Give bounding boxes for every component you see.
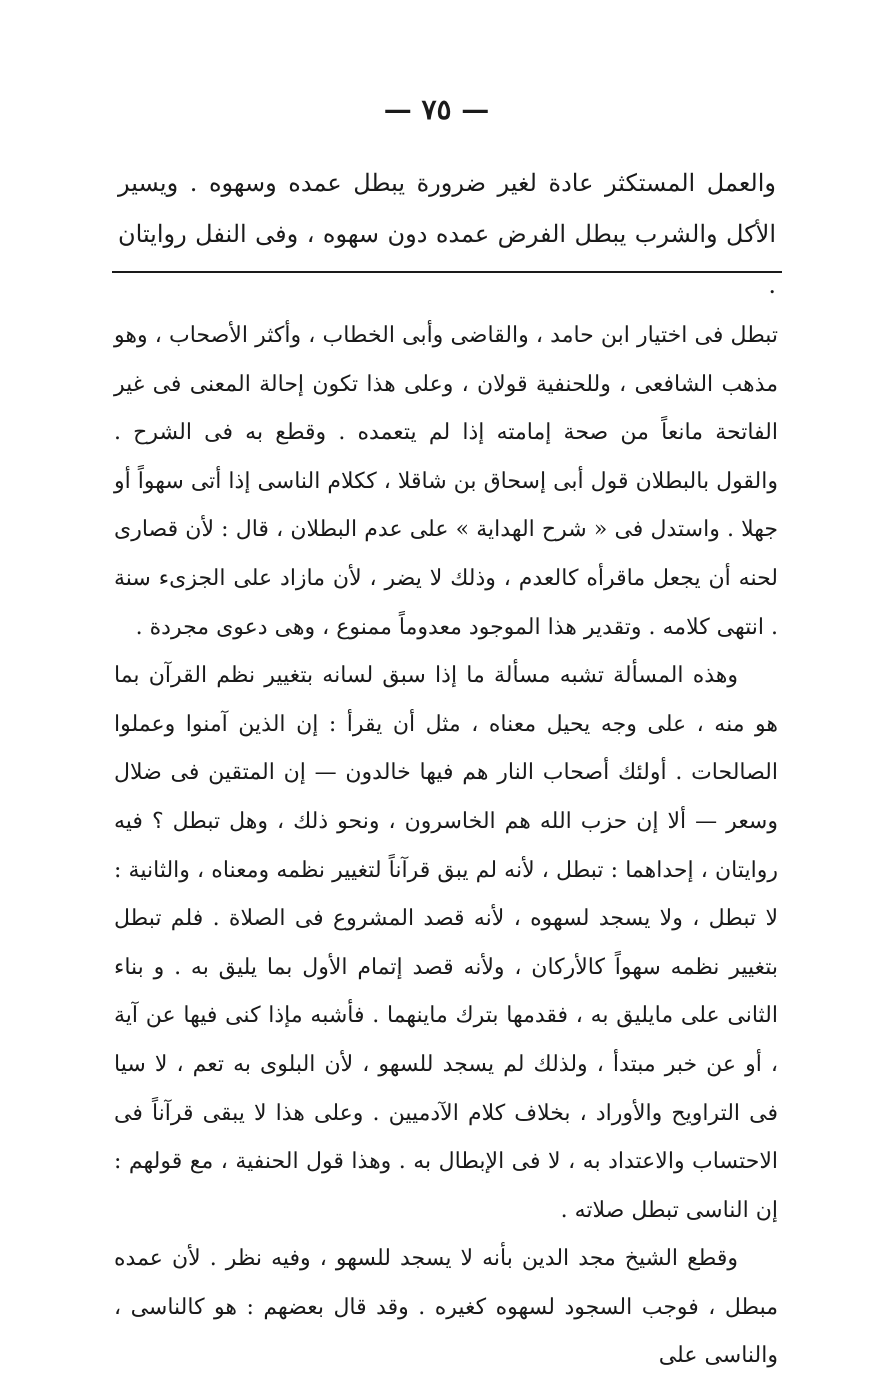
footnote-paragraph: وقطع الشيخ مجد الدين بأنه لا يسجد للسهو ، وفيه نظر . لأن عمده مبطل ، فوجب السجود لسهوه كغيره . وقد قال بعضهم : هو كالناسى ، والناسى على (114, 1246, 778, 1369)
footnote-paragraph: وهذه المسألة تشبه مسألة ما إذا سبق لسانه بتغيير نظم القرآن بما هو منه ، على وجه يحيل معناه ، مثل أن يقرأ : إن الذين آمنوا وعملوا الصالحات . أولئك أصحاب النار هم فيها خالدون — إن المتقين فى ضلال وسعر — ألا إن حزب الله هم الخاسرون ، ونحو ذلك ، وهل تبطل ؟ فيه روايتان ، إحداهما : تبطل ، لأنه لم يبق قرآناً لتغيير نظمه ومعناه ، والثانية : لا تبطل ، ولا يسجد لسهوه ، لأنه قصد المشروع فى الصلاة . فلم تبطل بتغيير نظمه سهواً كالأركان ، ولأنه قصد إتمام الأول بما يليق به . و بناء الثانى على مايليق به ، فقدمها بترك ماينهما . فأشبه مإذا كنى فيها عن آية ، أو عن خبر مبتدأ ، ولذلك لم يسجد للسهو ، لأن البلوى به تعم ، لا سيا فى التراويح والأوراد ، بخلاف كلام الآدميين . وعلى هذا لا يبقى قرآناً فى الاحتساب والاعتداد به ، لا فى الإبطال به . وهذا قول الحنفية ، مع قولهم : إن الناسى تبطل صلاته . (114, 663, 779, 1223)
footnote-paragraph: تبطل فى اختيار ابن حامد ، والقاضى وأبى الخطاب ، وأكثر الأصحاب ، وهو مذهب الشافعى ، وللحنفية قولان ، وعلى هذا تكون إحالة المعنى فى غير الفاتحة مانعاً من صحة إمامته إذا لم يتعمده . وقطع به فى الشرح . والقول بالبطلان قول أبى إسحاق بن شاقلا ، ككلام الناسى إذا أتى سهواً أو جهلا . واستدل فى « شرح الهداية » على عدم البطلان ، قال : لأن قصارى لحنه أن يجعل ماقرأه كالعدم ، وذلك لا يضر ، لأن مازاد على الجزىء سنة . انتهى كلامه . وتقدير هذا الموجود معدوماً ممنوع ، وهى دعوى مجردة . (114, 323, 778, 640)
main-paragraph: والعمل المستكثر عادة لغير ضرورة يبطل عمده وسهوه . ويسير الأكل والشرب يبطل الفرض عمده دون سهوه ، وفى النفل روايتان . (118, 169, 776, 299)
main-text-block (118, 158, 776, 311)
footnote-divider (112, 271, 782, 273)
page-number: — ٧٥ — (383, 93, 490, 126)
footnote-block (114, 312, 778, 1381)
